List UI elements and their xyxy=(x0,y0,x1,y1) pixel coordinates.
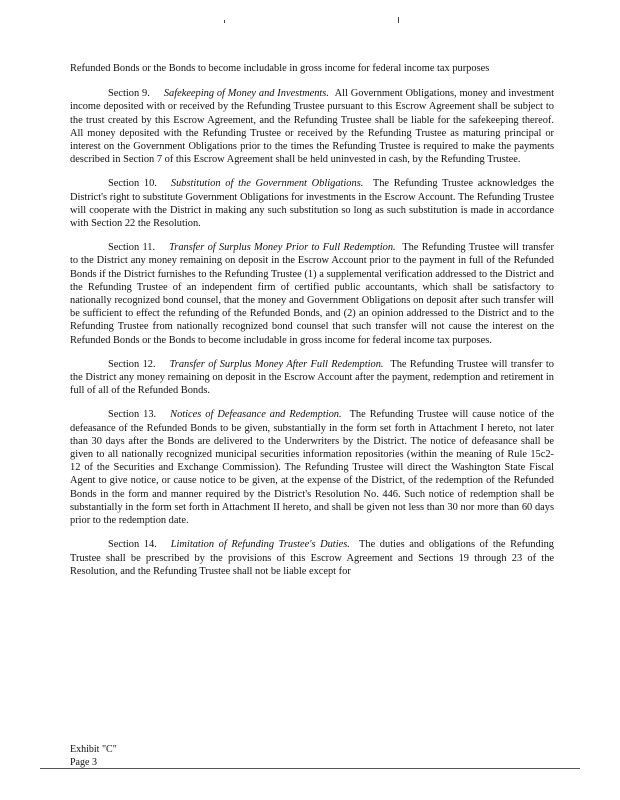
exhibit-label: Exhibit "C" xyxy=(70,744,117,755)
opening-fragment xyxy=(70,62,554,75)
section-14 xyxy=(70,538,554,578)
section-body: All Government Obligations, money and investment income deposited with or received by the Refunding Trustee pursuant to this Escrow Agreement shall be subject to the trust created by this Escrow Agreement, and the Refunding Trustee shall be liable for the safekeeping thereof. All money deposited with the Refunding Trustee or received by the Refunding Trustee as maturing principal or interest on the Government Obligations prior to the times the Refunding Trustee is required to make the payments described in Section 7 of this Escrow Agreement shall be held uninvested in cash, by the Refunding Trustee. xyxy=(70,88,555,166)
opening-fragment-text: Refunded Bonds or the Bonds to become includable in gross income for federal income tax purposes xyxy=(70,63,490,74)
section-title: Limitation of Refunding Trustee's Duties. xyxy=(170,539,350,551)
section-body: The Refunding Trustee will transfer to the District any money remaining on deposit in the Escrow Account after the payment, redemption and retirement in full of all of the Refunded Bonds. xyxy=(70,358,554,397)
document-body xyxy=(70,62,554,589)
section-title: Transfer of Surplus Money After Full Redemption. xyxy=(169,358,384,370)
section-10 xyxy=(70,177,554,230)
scan-mark xyxy=(224,20,225,23)
section-number: Section 9. xyxy=(108,88,150,100)
section-number: Section 14. xyxy=(108,539,157,551)
section-title: Transfer of Surplus Money Prior to Full Redemption. xyxy=(169,242,396,254)
section-number: Section 10. xyxy=(108,178,157,190)
section-number: Section 11. xyxy=(108,242,156,254)
section-11 xyxy=(70,241,554,347)
section-number: Section 12. xyxy=(108,358,156,370)
section-12 xyxy=(70,358,554,398)
scan-mark xyxy=(398,17,399,23)
section-title: Notices of Defeasance and Redemption. xyxy=(170,409,342,421)
section-9 xyxy=(70,87,554,166)
section-body: The Refunding Trustee acknowledges the District's right to substitute Government Obligations for investments in the Escrow Account. The Refunding Trustee will cooperate with the District in making any such substitution so long as such substitution is made in accordance with Section 22 the Resolution. xyxy=(70,178,554,230)
section-title: Substitution of the Government Obligations. xyxy=(170,178,364,190)
section-body: The duties and obligations of the Refunding Trustee shall be prescribed by the provisions of this Escrow Agreement and Sections 19 through 23 of the Resolution, and the Refunding Trustee shall not be liable except for xyxy=(70,539,554,577)
section-number: Section 13. xyxy=(108,409,157,421)
section-title: Safekeeping of Money and Investments. xyxy=(163,88,329,100)
footer-rule xyxy=(40,768,580,769)
section-body: The Refunding Trustee will transfer to the District any money remaining on deposit in the Escrow Account prior to the payment in full of the Refunded Bonds if the District furnishes to the Refunding Trustee (1) a supplemental verification addressed to the District and the Refunding Trustee of an independent firm of certified public accountants, which shall be satisfactory to nationally recognized bond counsel, that the money and Government Obligations on deposit after such transfer will be sufficient to effect the refunding of the Refunded Bonds, and (2) an opinion addressed to the District and to the Refunding Trustee from nationally recognized bond counsel that such transfer will not cause the interest on the Refunded Bonds or the Bonds to become includable in gross income for federal income tax purposes. xyxy=(70,242,554,346)
page-footer xyxy=(70,744,117,769)
section-body: The Refunding Trustee will cause notice of the defeasance of the Refunded Bonds to be given, substantially in the form set forth in Attachment I hereto, not later than 30 days after the Bonds are delivered to the Underwriters by the District. The notice of defeasance shall be given to all nationally recognized municipal securities information repositories (within the meaning of Rule 15c2-12 of the Securities and Exchange Commission). The Refunding Trustee will direct the Washington State Fiscal Agent to give notice, or cause notice to be given, at the expense of the District, of the redemption of the Refunded Bonds in the form and manner required by the District's Resolution No. 446. Such notice of redemption shall be substantially in the form set forth in Attachment II hereto, and shall be given not less than 30 nor more than 60 days prior to the redemption date. xyxy=(70,409,555,527)
page-number: Page 3 xyxy=(70,756,97,768)
section-13 xyxy=(70,408,554,527)
